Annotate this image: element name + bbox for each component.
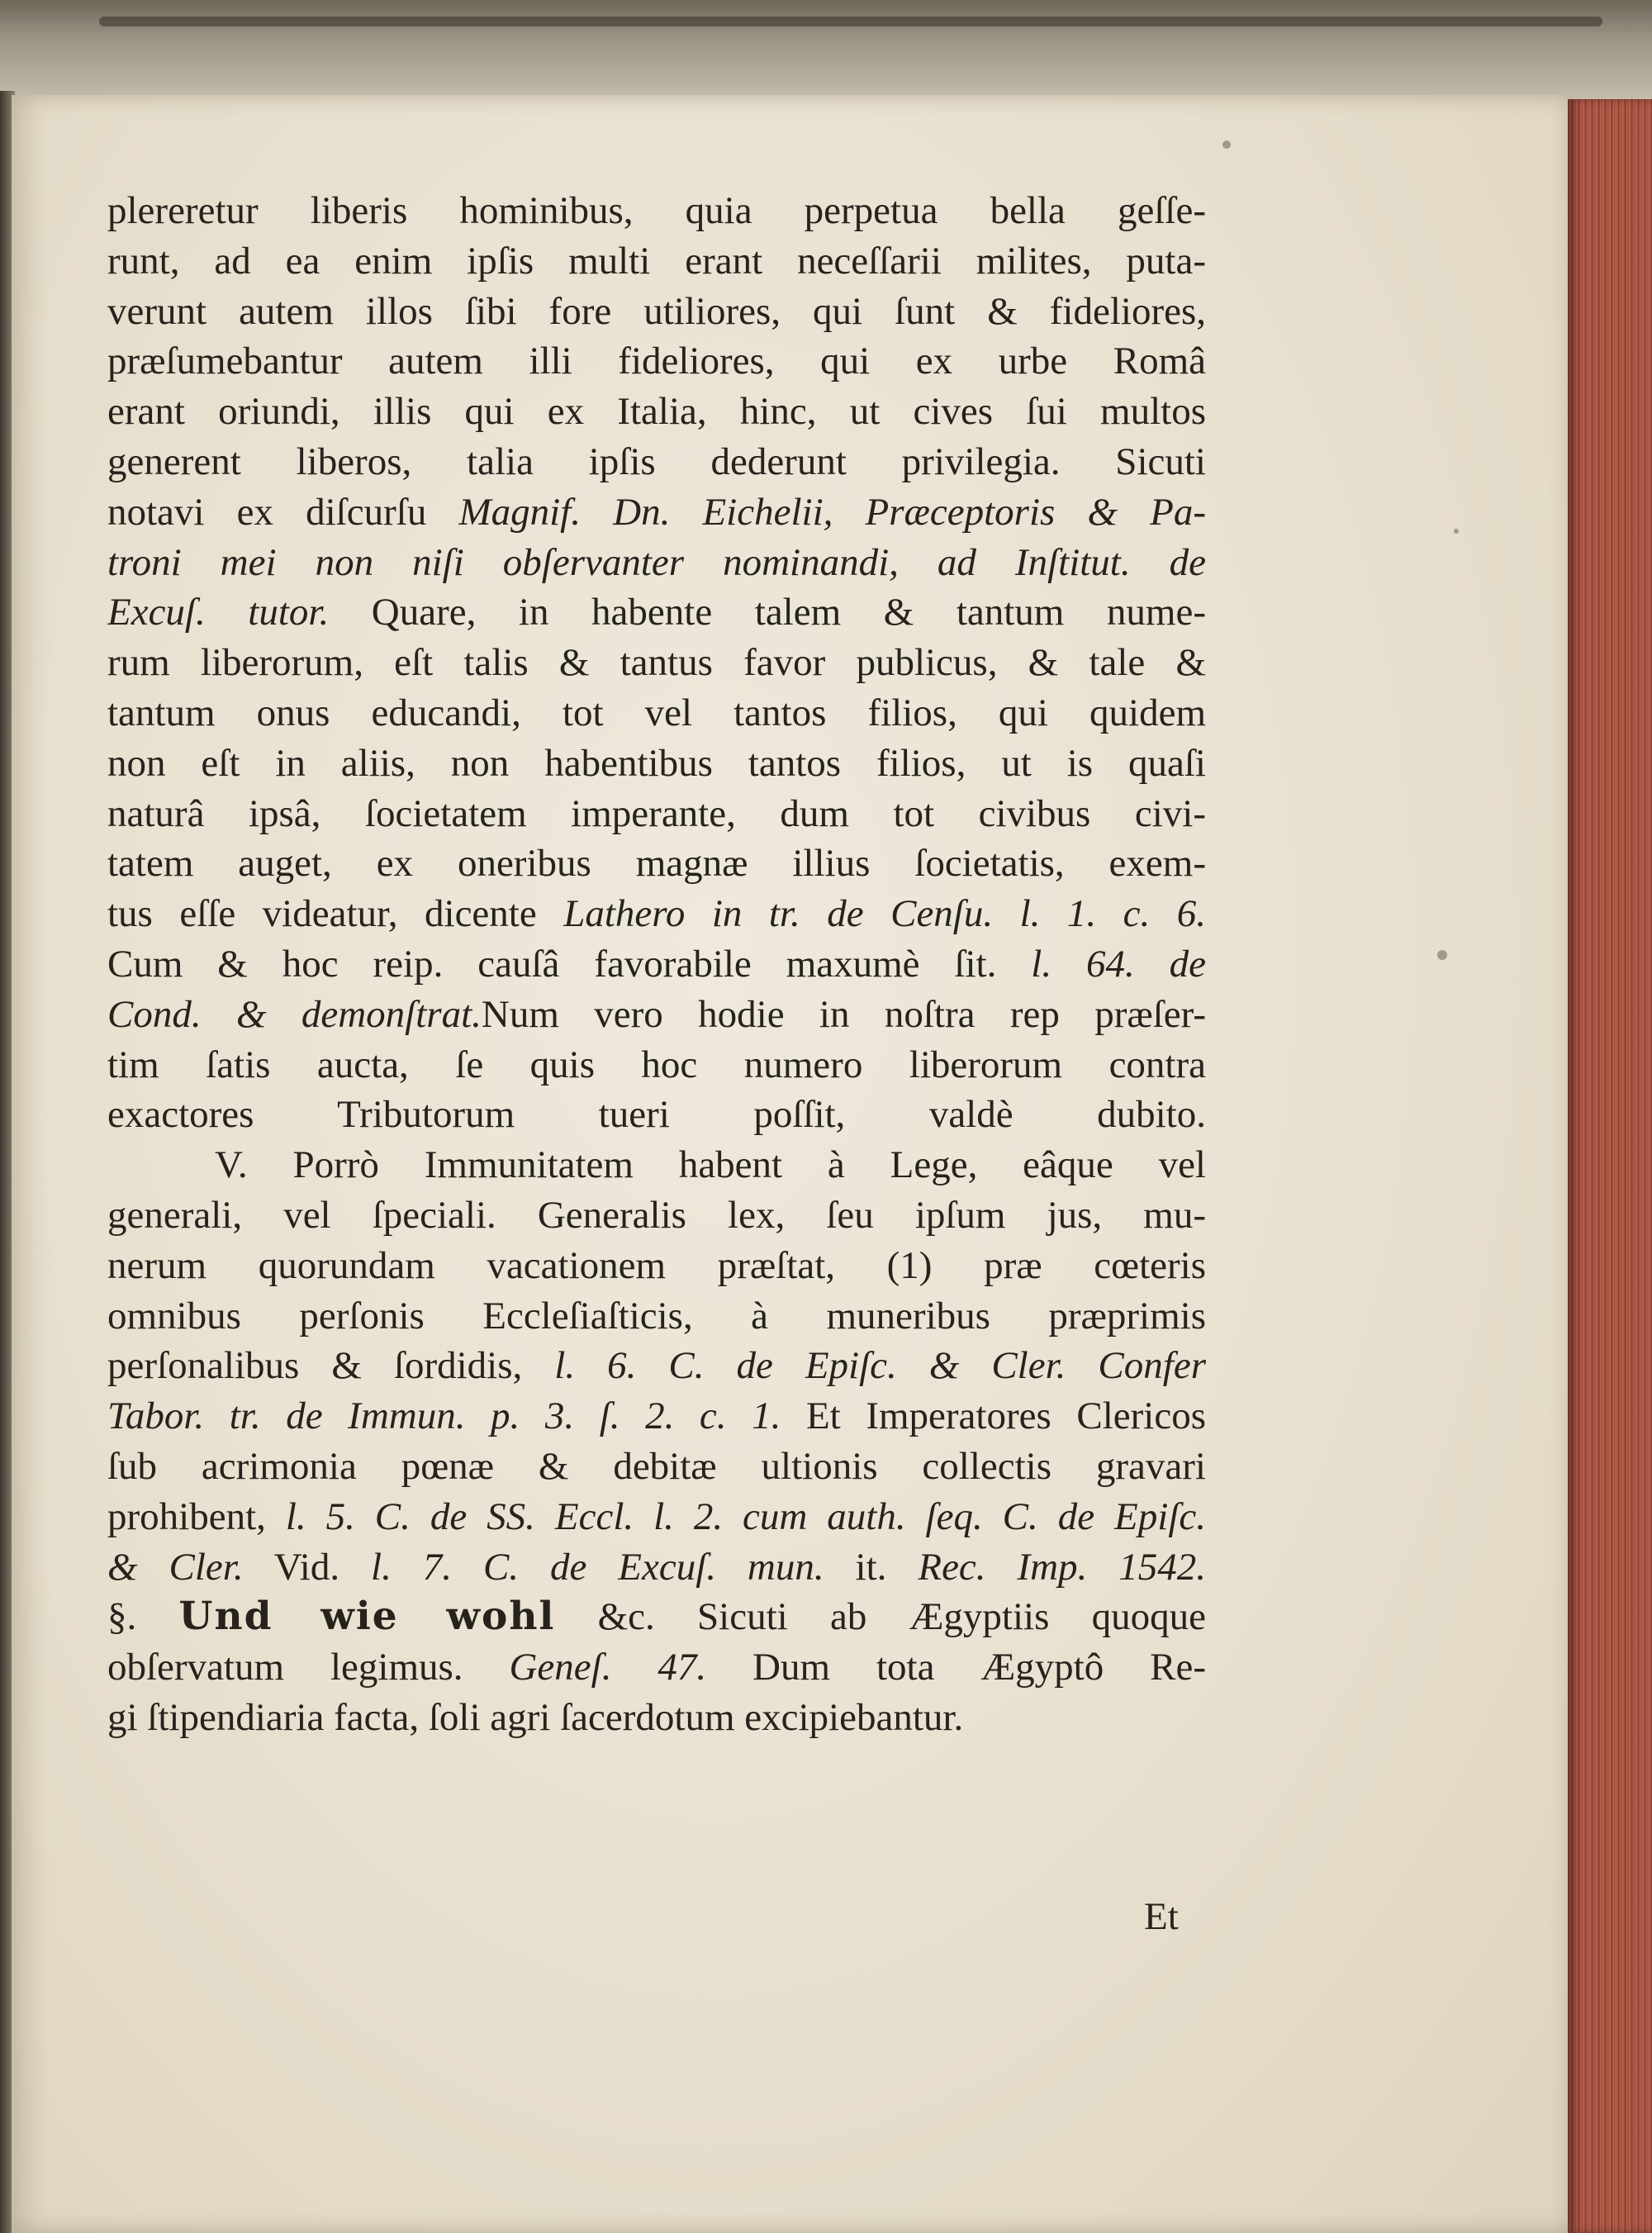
text-line [107,1241,1206,1291]
text-segment: Num vero hodie in noſtra rep præſer- [481,992,1206,1036]
italic-citation: l. 6. C. de Epiſc. & Cler. Confer [554,1344,1206,1388]
text-segment: non eſt in aliis, non habentibus tantos filios, ut is quaſi [107,741,1206,785]
text-line [107,287,1206,337]
body-text [107,186,1206,1743]
book-top-edge [0,0,1652,107]
text-segment: nerum quorundam vacationem præſtat, (1) præ cœteris [107,1243,1206,1287]
text-line [107,739,1206,789]
italic-citation: Excuſ. tutor. [107,591,330,634]
text-line [107,1341,1206,1391]
text-segment: Et Imperatores Clericos [781,1394,1206,1438]
italic-citation: Magnif. Dn. Eichelii, Præceptoris & Pa- [458,490,1206,534]
page-edges-red [1568,99,1652,2233]
text-line [107,1642,1206,1693]
italic-citation: & Cler. [107,1545,244,1589]
text-line [107,638,1206,688]
text-line [107,487,1206,538]
text-segment: tus eſſe videatur, dicente [107,892,564,936]
fraktur-phrase: Und wie wohl [178,1594,556,1640]
text-line [107,1492,1206,1542]
text-segment: Quare, in habente talem & tantum nume- [329,591,1206,634]
text-line [107,1391,1206,1442]
text-segment: prohibent, [107,1494,286,1538]
text-segment: generali, vel ſpeciali. Generalis lex, ſeu ipſum jus, mu- [107,1193,1206,1237]
text-line [107,1040,1206,1090]
text-segment: plereretur liberis hominibus, quia perpetua bella geſſe- [107,189,1206,232]
italic-citation: Geneſ. 47. [509,1646,707,1689]
text-line [107,387,1206,437]
text-segment: obſervatum legimus. [107,1646,510,1689]
text-line [107,839,1206,889]
text-line [107,437,1206,487]
text-segment: Cum & hoc reip. cauſâ favorabile maxumè ſit. [107,942,1032,986]
paper-speck [1454,529,1459,534]
text-line [107,538,1206,588]
text-segment: tatem auget, ex oneribus magnæ illius ſocietatis, exem- [107,842,1206,886]
text-segment: omnibus perſonis Eccleſiaſticis, à muneribus præprimis [107,1294,1206,1337]
text-segment: rum liberorum, eſt talis & tantus favor publicus, & tale & [107,641,1206,685]
text-line [107,186,1206,236]
text-line [107,1442,1206,1492]
text-segment: verunt autem illos ſibi fore utiliores, qui ſunt & fideliores, [107,289,1206,333]
italic-citation: l. 7. C. de Excuſ. mun. [371,1545,824,1589]
italic-citation: Lathero in tr. de Cenſu. l. 1. c. 6. [563,892,1206,936]
text-segment: naturâ ipsâ, ſocietatem imperante, dum tot civibus civi- [107,791,1206,835]
text-segment: Vid. [243,1545,372,1589]
text-segment: gi ſtipendiaria facta, ſoli agri ſacerdotum excipiebantur. [107,1695,964,1739]
text-segment: exactores Tributorum tueri poſſit, valdè dubito. [107,1093,1206,1137]
text-line [107,336,1206,387]
catchword: Et [1144,1895,1179,1938]
italic-citation: l. 64. de [1031,942,1206,986]
text-line [107,889,1206,939]
text-segment: erant oriundi, illis qui ex Italia, hinc, ut cives ſui multos [107,390,1206,434]
text-segment: V. Porrò Immunitatem habent à Lege, eâque vel [215,1143,1206,1187]
text-segment: &c. Sicuti ab Ægyptiis quoque [555,1595,1206,1639]
text-line [107,1693,1206,1743]
text-line [107,236,1206,287]
text-segment: præſumebantur autem illi fideliores, qui ex urbe Româ [107,340,1206,383]
text-line [107,688,1206,739]
text-segment: ſub acrimonia pœnæ & debitæ ultionis collectis gravari [107,1444,1206,1488]
text-segment: generent liberos, talia ipſis dederunt privilegia. Sicuti [107,439,1206,483]
text-segment: tim ſatis aucta, ſe quis hoc numero liberorum contra [107,1043,1206,1086]
italic-citation: Tabor. tr. de Immun. p. 3. ſ. 2. c. 1. [107,1394,781,1438]
paper-speck [1222,140,1231,149]
text-segment: runt, ad ea enim ipſis multi erant neceſſarii milites, puta- [107,239,1206,283]
text-segment: perſonalibus & ſordidis, [107,1344,555,1388]
text-segment: it. [824,1545,919,1589]
italic-citation: Cond. & demonſtrat. [107,992,482,1036]
text-line [107,1140,1206,1190]
text-line [107,1190,1206,1241]
text-segment: §. [107,1595,179,1639]
italic-citation: troni mei non niſi obſervanter nominandi, ad Inſtitut. de [107,540,1206,584]
text-line [107,1090,1206,1140]
text-line [107,587,1206,638]
italic-citation: Rec. Imp. 1542. [918,1545,1206,1589]
text-line [107,990,1206,1040]
text-line [107,939,1206,990]
text-line [107,1592,1206,1642]
paper-speck [1437,950,1447,960]
text-segment: tantum onus educandi, tot vel tantos filios, qui quidem [107,691,1206,734]
text-line [107,789,1206,839]
text-line [107,1542,1206,1593]
text-segment: notavi ex diſcurſu [107,490,459,534]
text-line [107,1291,1206,1342]
text-segment: Dum tota Ægyptô Re- [706,1646,1206,1689]
italic-citation: l. 5. C. de SS. Eccl. l. 2. cum auth. ſeq. C. de Epiſc. [285,1494,1206,1538]
